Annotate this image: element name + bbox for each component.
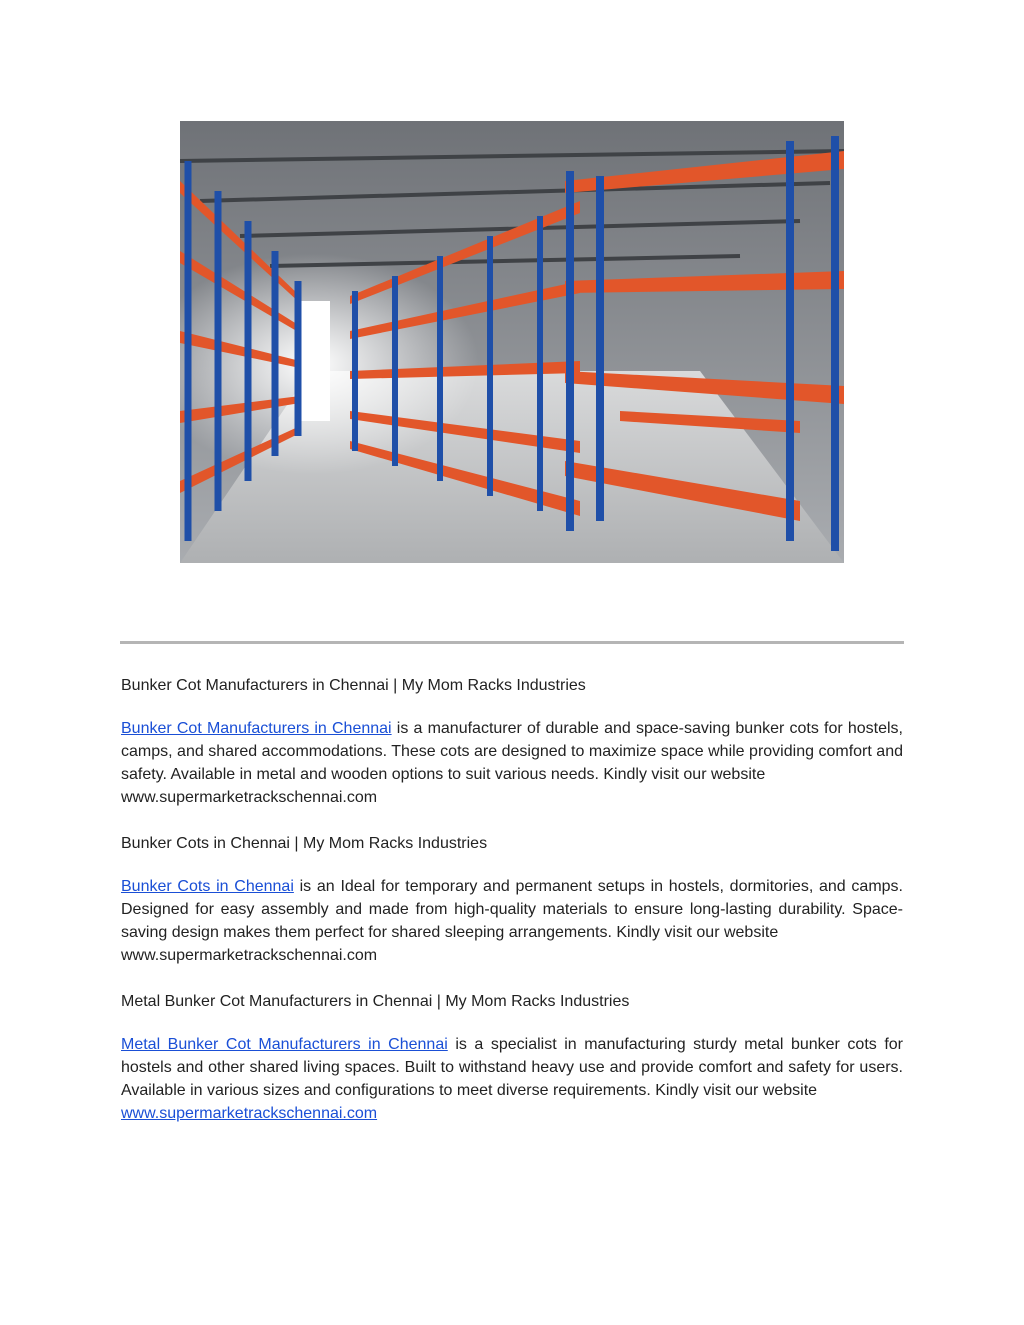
section-1-heading: Bunker Cot Manufacturers in Chennai | My Mom Racks Industries (121, 677, 586, 694)
horizontal-divider (120, 641, 904, 644)
section-2-body: is an Ideal for temporary and permanent setups in hostels, dormitories, and camps. Designed for easy assembly and made from high-quality materials to ensure long-lasting durability. Space-saving design makes them perfect for shared sleeping arrangements. Kindly visit our website (121, 878, 904, 941)
warehouse-racks-photo (180, 121, 844, 563)
section-3-link[interactable]: Metal Bunker Cot Manufacturers in Chennai (121, 1036, 448, 1053)
section-1-url: www.supermarketrackschennai.com (121, 789, 378, 806)
section-2-paragraph (121, 875, 903, 967)
section-3-heading: Metal Bunker Cot Manufacturers in Chennai | My Mom Racks Industries (121, 993, 630, 1010)
article-content (121, 674, 903, 1148)
section-3-body: is a specialist in manufacturing sturdy metal bunker cots for hostels and other shared living spaces. Built to withstand heavy use and provide comfort and safety for users. Available in various sizes and configurations to meet diverse requirements. Kindly visit our website (121, 1036, 904, 1099)
warehouse-racks-illustration (180, 121, 844, 563)
section-1-body: is a manufacturer of durable and space-saving bunker cots for hostels, camps, and shared accommodations. These cots are designed to maximize space while providing comfort and safety. Available in metal and wooden options to suit various needs. Kindly visit our website (121, 720, 903, 783)
section-3-paragraph (121, 1033, 903, 1125)
section-2-link[interactable]: Bunker Cots in Chennai (121, 878, 294, 895)
section-1-paragraph (121, 717, 903, 809)
section-1-link[interactable]: Bunker Cot Manufacturers in Chennai (121, 720, 392, 737)
section-2-heading: Bunker Cots in Chennai | My Mom Racks Industries (121, 835, 488, 852)
section-3-url-link[interactable]: www.supermarketrackschennai.com (121, 1105, 378, 1122)
section-2-url: www.supermarketrackschennai.com (121, 947, 378, 964)
